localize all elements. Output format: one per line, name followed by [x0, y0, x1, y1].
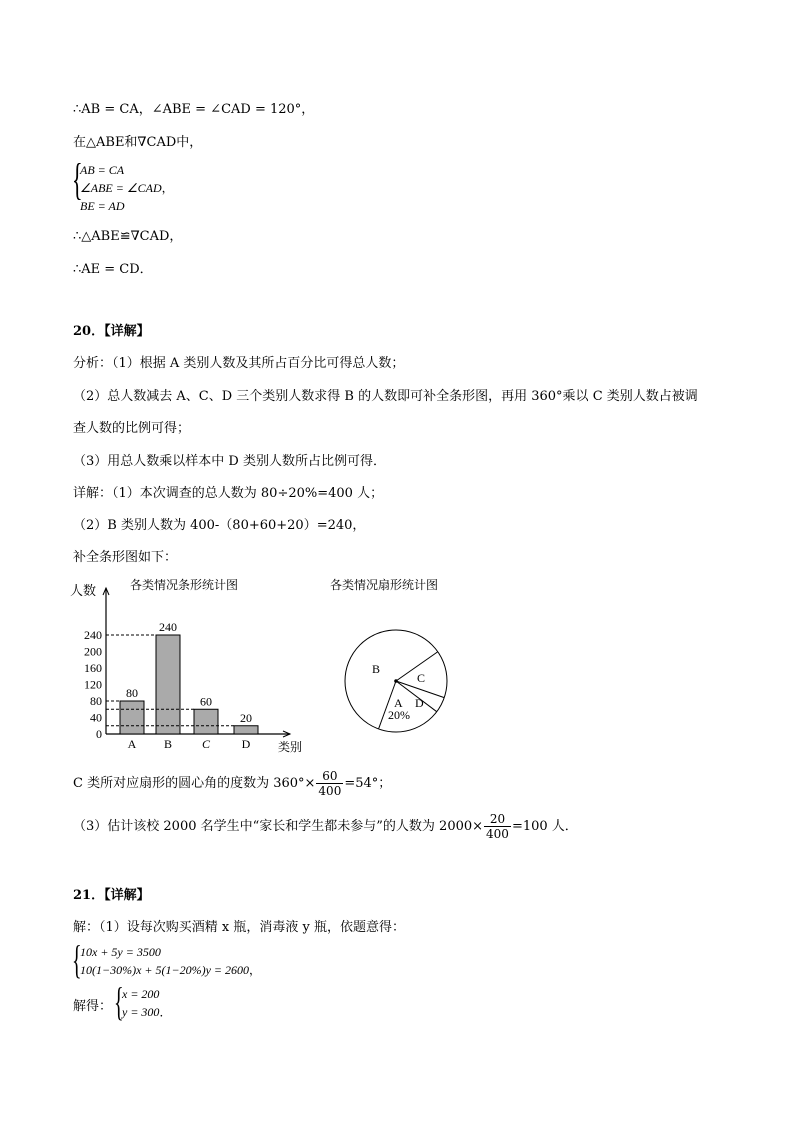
q20-analysis-4: （3）用总人数乘以样本中 D 类别人数所占比例可得．	[73, 454, 386, 469]
pie-chart-title: 各类情况扇形统计图	[330, 578, 439, 592]
bar-data-label: 20	[240, 710, 252, 725]
q20-detail-3: 补全条形图如下：	[73, 550, 178, 565]
q21-heading: 21．【详解】	[73, 888, 150, 903]
y-tick-label: 40	[90, 710, 102, 725]
q20-heading: 20．【详解】	[73, 324, 150, 339]
bar-data-label: 80	[126, 686, 138, 700]
proof-line-2: 在△ABE和∇CAD中，	[73, 135, 203, 150]
q20-detail-2: （2）B 类别人数为 400-（80+60+20）=240，	[73, 518, 366, 533]
bar	[194, 709, 218, 734]
q20-analysis-2: （2）总人数减去 A、C、D 三个类别人数求得 B 的人数即可补全条形图，再用 360°乘以 C 类别人数占被调	[73, 389, 698, 404]
y-tick-label: 80	[90, 694, 102, 708]
system-brace: {	[72, 155, 83, 204]
y-tick-label: 0	[96, 727, 102, 741]
y-tick-label: 200	[84, 644, 102, 659]
x-tick-label: C	[201, 737, 211, 751]
slice-value-a: 20%	[388, 708, 410, 722]
bar	[120, 701, 144, 734]
q21-setup: 解：（1）设每次购买酒精 x 瓶，消毒液 y 瓶，依题意得：	[73, 920, 405, 935]
slice-label-c: C	[417, 671, 426, 685]
system-row: 10(1−30%)x + 5(1−20%)y = 2600，	[80, 963, 262, 977]
q21-system	[80, 943, 261, 979]
q20-analysis-1: 分析：（1）根据 A 类别人数及其所占百分比可得总人数；	[73, 356, 405, 371]
x-tick-label: A	[127, 737, 137, 751]
q20-angle-line: C 类所对应扇形的圆心角的度数为 360°× $\frac{60}{400}$ =54°；	[73, 769, 392, 798]
slice-label-a: A	[394, 696, 403, 710]
fraction: $\frac{60}{400}$	[318, 769, 342, 798]
system-row: AB = CA	[80, 163, 125, 177]
x-tick-label: D	[241, 737, 251, 751]
proof-system	[80, 161, 174, 215]
x-tick-label: B	[163, 737, 173, 751]
system-row: y = 300．	[122, 1005, 172, 1019]
proof-line-1: ∴AB = CA，∠ABE = ∠CAD = 120°，	[73, 102, 315, 117]
bar-data-label: 240	[159, 620, 177, 634]
fraction: $\frac{20}{400}$	[486, 812, 509, 841]
q21-solution-label: 解得：	[73, 999, 113, 1014]
q20-detail-1: 详解：（1）本次调查的总人数为 80÷20%=400 人；	[73, 486, 384, 501]
y-tick-label: 240	[84, 628, 102, 642]
bar-chart-title: 各类情况条形统计图	[130, 578, 239, 592]
slice-label-b: B	[372, 662, 381, 676]
bar	[234, 726, 258, 734]
system-row: BE = AD	[80, 199, 125, 213]
system-row: ∠ABE = ∠CAD，	[80, 181, 174, 195]
pie-center	[394, 679, 398, 683]
y-tick-label: 160	[84, 661, 102, 675]
proof-line-4: ∴AE = CD．	[73, 262, 153, 277]
x-axis-label: 类别	[278, 740, 303, 754]
system-row: x = 200	[122, 987, 160, 1001]
q21-solution	[122, 985, 171, 1021]
slice-label-d: D	[415, 696, 424, 710]
system-row: 10x + 5y = 3500	[80, 945, 161, 959]
charts	[60, 570, 480, 760]
y-tick-label: 120	[84, 677, 102, 692]
proof-line-3: ∴△ABE≌∇CAD，	[73, 229, 183, 244]
y-axis-label: 人数	[70, 583, 97, 598]
system-brace: {	[72, 937, 82, 982]
q20-estimate-line: （3）估计该校 2000 名学生中“家长和学生都未参与”的人数为 2000× $\frac{20}{400}$ =100 人．	[73, 812, 578, 841]
q20-analysis-3: 查人数的比例可得；	[73, 421, 191, 436]
bar	[156, 635, 180, 734]
system-brace: {	[114, 979, 124, 1024]
bar-data-label: 60	[200, 694, 212, 709]
